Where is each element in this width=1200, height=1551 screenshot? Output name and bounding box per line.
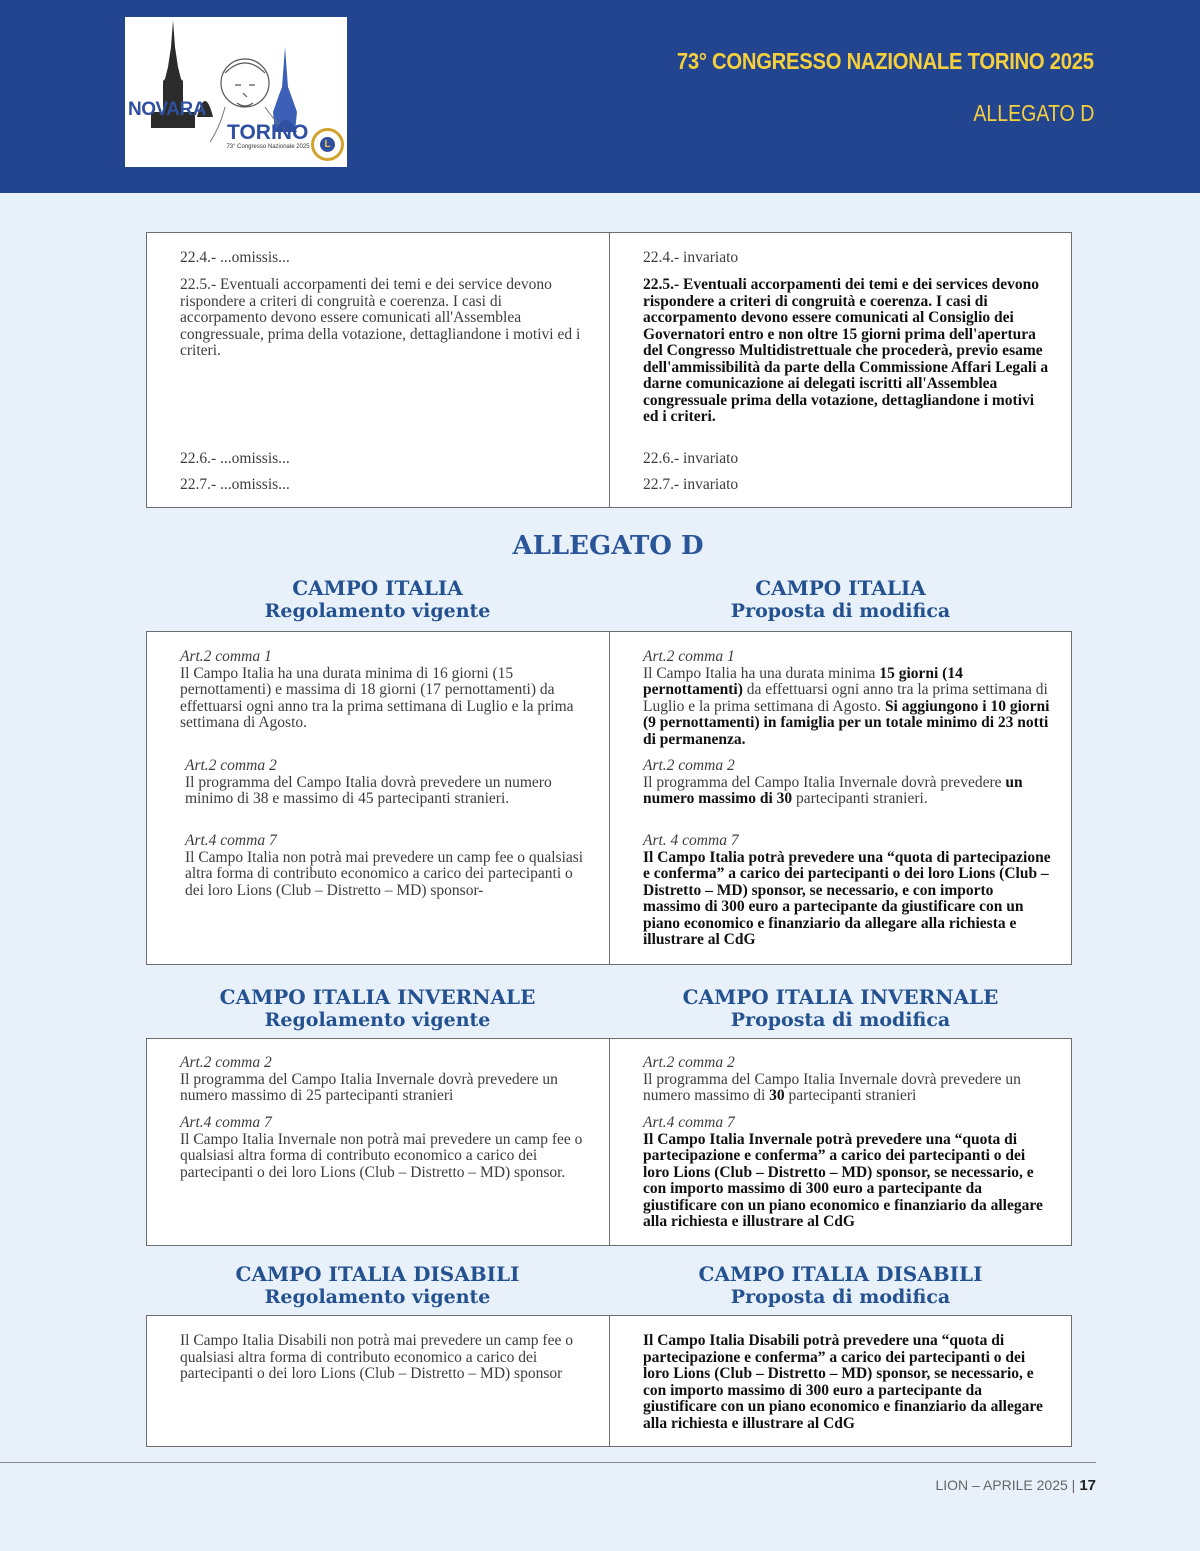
campo-invernale-proposed-column — [609, 1039, 1071, 1245]
article-text — [643, 1072, 1053, 1105]
lions-badge-letter: L — [320, 137, 335, 152]
section-title: CAMPO ITALIA — [755, 576, 926, 600]
art-22-4-proposed: 22.4.- invariato — [643, 249, 739, 266]
article-label: Art.2 comma 2 — [643, 1054, 735, 1071]
header-title: 73° CONGRESSO NAZIONALE TORINO 2025 — [677, 48, 1094, 74]
article-text: Il Campo Italia Invernale non potrà mai prevedere un camp fee o qualsiasi altra forma di contributo economico a carico dei partecipanti o dei loro Lions (Club – Distretto – MD) sponsor. — [180, 1130, 583, 1181]
footer-divider — [0, 1462, 1096, 1463]
article-text — [643, 666, 1053, 749]
campo-italia-current-column — [147, 632, 609, 964]
article-block — [643, 1115, 1053, 1231]
campo-invernale-current-column — [147, 1039, 609, 1245]
text-segment: Il Campo Italia ha una durata minima — [643, 664, 880, 682]
art-22-6-proposed: 22.6.- invariato — [643, 450, 739, 467]
section-campo-disabili-current-heading — [146, 1263, 609, 1308]
text-segment-bold: un numero massimo di 30 — [643, 773, 1023, 807]
article-block — [185, 833, 591, 899]
section-subtitle: Proposta di modifica — [730, 1009, 951, 1031]
article-text: Il Campo Italia Invernale potrà prevedere una “quota di partecipazione e conferma” a carico dei partecipanti o dei loro Lions (Club – Distretto – MD) sponsor, se necessario, e con importo massimo di 300 euro a partecipante da giustificare con un piano economico e finanziario da allegare alla richiesta e illustrare al CdG — [643, 1130, 1043, 1230]
section-title: CAMPO ITALIA INVERNALE — [682, 985, 999, 1009]
section-title: CAMPO ITALIA DISABILI — [698, 1262, 983, 1286]
article-label: Art.2 comma 2 — [180, 1054, 272, 1071]
section-campo-italia-current-heading — [146, 577, 609, 622]
campo-invernale-table — [146, 1038, 1072, 1246]
article-text: Il programma del Campo Italia Invernale dovrà prevedere un numero massimo di 25 partecipanti stranieri — [180, 1070, 558, 1104]
article-text: Il Campo Italia Disabili potrà prevedere una “quota di partecipazione e conferma” a carico dei partecipanti o dei loro Lions (Club – Distretto – MD) sponsor, se necessario, e con importo massimo di 300 euro a partecipante da giustificare con un piano economico e finanziario da allegare alla richiesta e illustrare al CdG — [643, 1332, 1043, 1432]
text-segment: partecipanti stranieri — [784, 1087, 917, 1104]
article-block — [180, 649, 591, 732]
article-label: Art.2 comma 2 — [185, 757, 277, 774]
text-segment-bold: Si aggiungono i 10 giorni (9 pernottamenti) in famiglia per un totale minimo di 23 notti di permanenza. — [643, 697, 1050, 748]
article-block — [643, 1055, 1053, 1105]
article-label: Art.4 comma 7 — [180, 1114, 272, 1131]
logo-text-novara: NOVARA — [128, 99, 206, 120]
article-label: Art. 4 comma 7 — [643, 832, 739, 849]
section-title: CAMPO ITALIA DISABILI — [235, 1262, 520, 1286]
article-text — [643, 775, 1053, 808]
article-text: Il Campo Italia ha una durata minima di 16 giorni (15 pernottamenti) e massima di 18 giorni (17 pernottamenti) da effettuarsi ogni anno tra la prima settimana di Luglio e la prima settimana di Agosto. — [180, 664, 574, 731]
article-text: Il programma del Campo Italia dovrà prevedere un numero minimo di 38 e massimo di 45 partecipanti stranieri. — [185, 773, 552, 807]
page-number: 17 — [1079, 1477, 1096, 1494]
article-block — [180, 1055, 591, 1105]
footer-publication: LION – APRILE 2025 | — [935, 1477, 1076, 1493]
section-subtitle: Proposta di modifica — [730, 1286, 951, 1308]
article22-comparison-table — [146, 232, 1072, 508]
congress-logo — [125, 17, 347, 167]
text-segment: da effettuarsi ogni anno tra la prima settimana di Luglio e la prima settimana di Agosto. — [643, 681, 1048, 715]
article-block — [643, 758, 1053, 808]
art-22-4-current: 22.4.- ...omissis... — [180, 249, 290, 266]
article-label: Art.2 comma 2 — [643, 757, 735, 774]
text-segment: Il programma del Campo Italia Invernale dovrà prevedere — [643, 773, 1006, 791]
section-title: CAMPO ITALIA INVERNALE — [219, 985, 536, 1009]
article-label: Art.2 comma 1 — [643, 648, 735, 665]
logo-subtitle: 73° Congresso Nazionale 2025 — [226, 144, 310, 150]
logo-text-torino: TORINO — [227, 121, 309, 144]
text-segment: Il programma del Campo Italia Invernale dovrà prevedere un numero massimo di — [643, 1070, 1021, 1104]
art-22-7-current: 22.7.- ...omissis... — [180, 476, 290, 493]
campo-disabili-table — [146, 1315, 1072, 1447]
article-block — [180, 1115, 591, 1181]
article-block — [643, 833, 1053, 949]
text-segment-bold: 15 giorni (14 pernottamenti) — [643, 664, 963, 698]
article-block — [185, 758, 591, 808]
section-title: CAMPO ITALIA — [292, 576, 463, 600]
article22-current-column — [147, 233, 609, 507]
campo-italia-proposed-column — [609, 632, 1071, 964]
campo-disabili-current-column — [147, 1316, 609, 1446]
campo-disabili-proposed-column — [609, 1316, 1071, 1446]
allegato-heading: ALLEGATO D — [512, 531, 704, 561]
section-campo-invernale-proposed-heading — [609, 986, 1072, 1031]
art-22-7-proposed: 22.7.- invariato — [643, 476, 739, 493]
section-subtitle: Regolamento vigente — [264, 1286, 491, 1308]
article-block — [643, 649, 1053, 748]
lions-badge-icon — [311, 128, 344, 161]
header-subtitle: ALLEGATO D — [973, 100, 1094, 126]
art-22-5-current: 22.5.- Eventuali accorpamenti dei temi e dei service devono rispondere a criteri di congruità e coerenza. I casi di accorpamento devono essere comunicati all'Assemblea congressuale, prima della votazione, dettagliandone i motivi ed i criteri. — [180, 276, 581, 359]
article22-proposed-column — [609, 233, 1071, 507]
page-footer — [935, 1477, 1096, 1494]
article-text: Il Campo Italia non potrà mai prevedere un camp fee o qualsiasi altra forma di contributo economico a carico dei partecipanti o dei loro Lions (Club – Distretto – MD) sponsor- — [185, 848, 584, 899]
article-label: Art.2 comma 1 — [180, 648, 272, 665]
article-label: Art.4 comma 7 — [643, 1114, 735, 1131]
text-segment-bold: 30 — [769, 1087, 785, 1104]
art-22-6-current: 22.6.- ...omissis... — [180, 450, 290, 467]
section-subtitle: Regolamento vigente — [264, 1009, 491, 1031]
article-text: Il Campo Italia potrà prevedere una “quota di partecipazione e conferma” a carico dei partecipanti o dei loro Lions (Club – Distretto – MD) sponsor, se necessario, e con importo massimo di 300 euro a partecipante da giustificare con un piano economico e finanziario da allegare alla richiesta e illustrare al CdG — [643, 848, 1051, 948]
page-header — [0, 0, 1200, 193]
section-campo-italia-proposed-heading — [609, 577, 1072, 622]
article-label: Art.4 comma 7 — [185, 832, 277, 849]
art-22-5-proposed: 22.5.- Eventuali accorpamenti dei temi e dei services devono rispondere a criteri di congruità e coerenza. I casi di accorpamento devono essere comunicati al Consiglio dei Governatori entro e non oltre 15 giorni prima dell'apertura del Congresso Multidistrettuale che procederà, previo esame dell'ammissibilità da parte della Commissione Affari Legali a darne comunicazione ai delegati iscritti all'Assemblea congressuale prima della votazione, dettagliandone i motivi ed i criteri. — [643, 276, 1049, 425]
section-campo-invernale-current-heading — [146, 986, 609, 1031]
section-subtitle: Proposta di modifica — [730, 600, 951, 622]
section-campo-disabili-proposed-heading — [609, 1263, 1072, 1308]
article-text: Il Campo Italia Disabili non potrà mai prevedere un camp fee o qualsiasi altra forma di contributo economico a carico dei partecipanti o dei loro Lions (Club – Distretto – MD) sponsor — [180, 1332, 573, 1382]
campo-italia-table — [146, 631, 1072, 965]
text-segment: partecipanti stranieri. — [792, 790, 928, 807]
section-subtitle: Regolamento vigente — [264, 600, 491, 622]
